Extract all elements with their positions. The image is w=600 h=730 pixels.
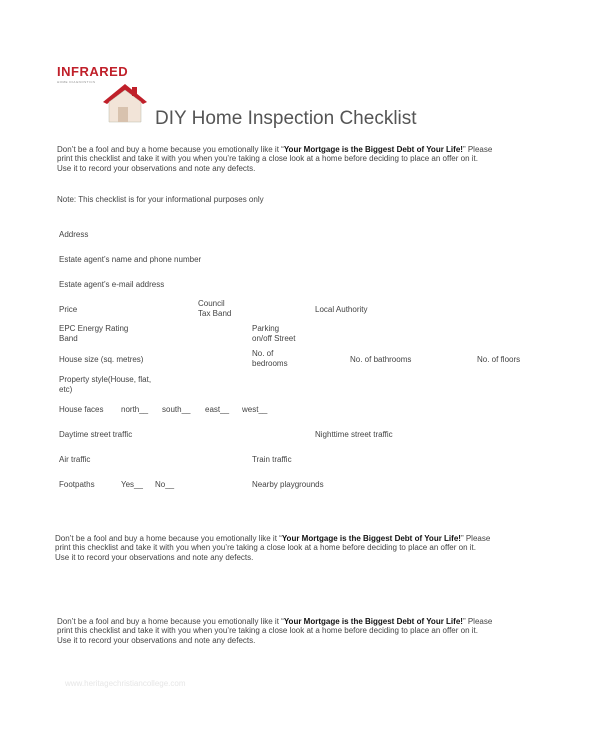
intro-paragraph-repeat-2 [57,617,577,645]
address-label: Address [59,230,89,239]
intro-line-3: Use it to record your observations and note any defects. [57,635,256,645]
page-title: DIY Home Inspection Checklist [155,108,417,129]
epc-rating-label [59,324,128,344]
intro-text: Don’t be a fool and buy a home because you emotionally like it “ [55,534,282,543]
west-option: west__ [242,405,268,414]
intro-line-2: print this checklist and take it with you when you’re taking a close look at a home before deciding to place an offer on it. [55,543,476,553]
intro-text-after: ” Please [462,617,493,626]
intro-paragraph-repeat-1 [55,534,575,562]
daytime-traffic-label: Daytime street traffic [59,430,133,439]
intro-line-2: print this checklist and take it with you when you’re taking a close look at a home before deciding to place an offer on it. [57,154,478,164]
intro-line-2: print this checklist and take it with you when you’re taking a close look at a home before deciding to place an offer on it. [57,626,478,636]
bathrooms-label: No. of bathrooms [350,355,412,364]
intro-text: Don’t be a fool and buy a home because you emotionally like it “ [57,617,284,626]
parking-line-1: Parking [252,324,280,333]
epc-line-2: Band [59,334,78,343]
property-style-label [59,375,151,395]
footpaths-label: Footpaths [59,480,95,489]
house-size-label: House size (sq. metres) [59,355,144,364]
north-option: north__ [121,405,149,414]
south-option: south__ [162,405,191,414]
agent-email-label: Estate agent’s e-mail address [59,280,165,289]
house-logo-icon [99,80,151,124]
intro-text-after: ” Please [462,145,493,154]
intro-paragraph [57,145,577,173]
footpaths-no: No__ [155,480,175,489]
bedrooms-label [252,349,288,369]
parking-label [252,324,295,344]
council-line-1: Council [198,299,225,308]
brand-tagline: HOME DIAGNOSTICS [57,80,96,84]
house-faces-label: House faces [59,405,104,414]
footpaths-yes: Yes__ [121,480,143,489]
intro-text-after: ” Please [460,534,491,543]
intro-emphasis: Your Mortgage is the Biggest Debt of Your Life! [283,617,463,626]
price-label: Price [59,305,78,314]
council-line-2: Tax Band [198,309,232,318]
intro-line-3: Use it to record your observations and note any defects. [57,163,256,173]
style-line-1: Property style(House, flat, [59,375,152,384]
council-tax-label [198,299,231,319]
local-authority-label: Local Authority [315,305,368,314]
intro-emphasis: Your Mortgage is the Biggest Debt of Your Life! [281,534,461,543]
intro-line-3: Use it to record your observations and note any defects. [55,552,254,562]
floors-label: No. of floors [477,355,521,364]
brand-name: INFRARED [57,64,129,79]
style-line-2: etc) [59,385,73,394]
playgrounds-label: Nearby playgrounds [252,480,324,489]
nighttime-traffic-label: Nighttime street traffic [315,430,393,439]
intro-emphasis: Your Mortgage is the Biggest Debt of Your Life! [283,145,463,154]
train-traffic-label: Train traffic [252,455,292,464]
air-traffic-label: Air traffic [59,455,91,464]
epc-line-1: EPC Energy Rating [59,324,129,333]
east-option: east__ [205,405,230,414]
bedrooms-line-2: bedrooms [252,359,288,368]
watermark-url: www.heritagechristiancollege.com [65,679,186,688]
bedrooms-line-1: No. of [252,349,274,358]
agent-name-label: Estate agent’s name and phone number [59,255,202,264]
parking-line-2: on/off Street [252,334,296,343]
intro-text: Don’t be a fool and buy a home because you emotionally like it “ [57,145,284,154]
note-text: Note: This checklist is for your informational purposes only [57,195,264,204]
